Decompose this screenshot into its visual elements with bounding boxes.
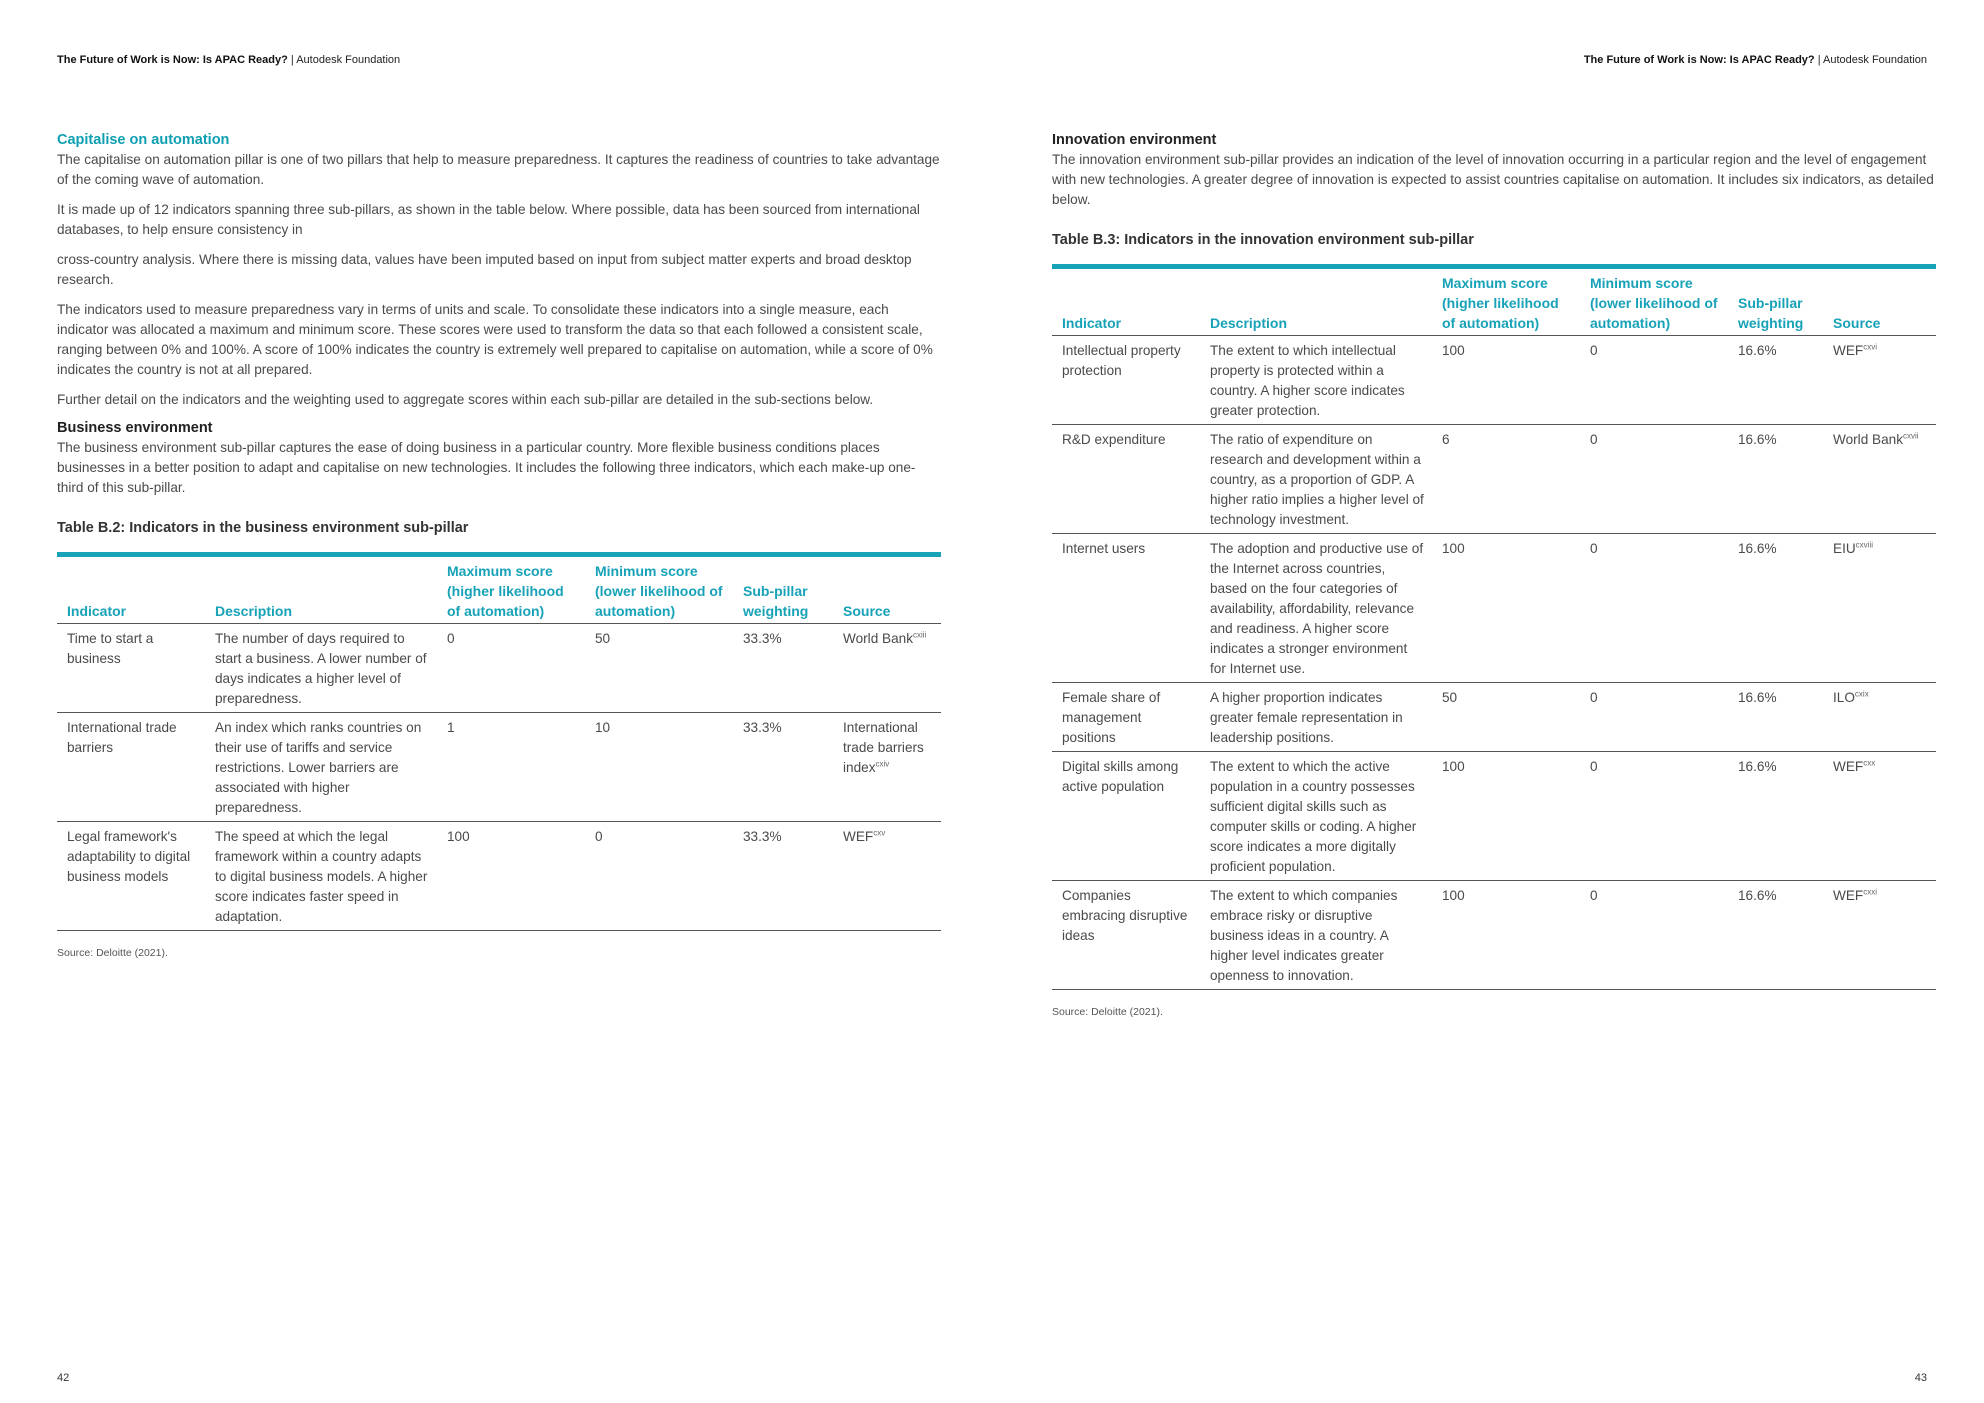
table-row [57,822,941,931]
endnote-ref[interactable]: cxviii [1855,540,1874,550]
cell-description: An index which ranks countries on their use of tariffs and service restrictions. Lower barriers are associated with higher preparedness. [205,713,437,822]
col-header-min: Minimum score (lower likelihood of automation) [585,555,733,624]
table-row [1052,534,1936,683]
col-header-description: Description [1200,267,1432,336]
cell-min: 0 [1580,534,1728,683]
cell-source [1823,683,1936,752]
table-title: Table B.3: Indicators in the innovation environment sub-pillar [1052,232,1474,248]
cell-indicator: Digital skills among active population [1052,752,1200,881]
header-org: Autodesk Foundation [1823,54,1927,66]
col-header-indicator: Indicator [1052,267,1200,336]
source-text: World Bank [843,631,914,646]
col-header-source: Source [1823,267,1936,336]
header-separator: | [290,54,294,66]
cell-description: A higher proportion indicates greater female representation in leadership positions. [1200,683,1432,752]
source-note: Source: Deloitte (2021). [57,947,168,959]
cell-weight: 33.3% [733,713,833,822]
left-column [57,128,941,959]
cell-description: The speed at which the legal framework within a country adapts to digital business models. A higher score indicates faster speed in adaptation. [205,822,437,931]
endnote-ref[interactable]: cxvii [1903,431,1919,441]
report-title: The Future of Work is Now: Is APAC Ready? [57,54,288,66]
source-text: World Bank [1833,432,1904,447]
cell-max: 100 [1432,534,1580,683]
cell-max: 100 [437,822,585,931]
col-header-max: Maximum score (higher likelihood of automation) [437,555,585,624]
paragraph: cross-country analysis. Where there is missing data, values have been imputed based on input from subject matter experts and broad desktop research. [57,252,912,287]
page-number: 42 [57,1372,70,1384]
paragraph: It is made up of 12 indicators spanning three sub-pillars, as shown in the table below. Where possible, data has been sourced from international databases, to help ensure consistency in [57,202,920,237]
running-header [1584,54,1927,66]
table-row [1052,425,1936,534]
source-text: WEF [1833,759,1864,774]
cell-description: The extent to which the active population in a country possesses sufficient digital skills such as computer skills or coding. A higher score indicates a more digitally proficient population. [1200,752,1432,881]
cell-source [1823,881,1936,990]
source-text: International trade barriers index [843,720,924,775]
source-text: WEF [1833,888,1864,903]
cell-indicator: Legal framework's adaptability to digital business models [57,822,205,931]
cell-indicator: Intellectual property protection [1052,336,1200,425]
paragraph: The business environment sub-pillar captures the ease of doing business in a particular country. More flexible business conditions places businesses in a better position to adapt and capitalise on new technologies. It includes the following three indicators, which each make-up one-third of this sub-pillar. [57,440,916,495]
cell-source [1823,425,1936,534]
cell-weight: 16.6% [1728,534,1823,683]
table-header-row [1052,267,1936,336]
cell-source [833,822,941,931]
cell-min: 10 [585,713,733,822]
source-text: WEF [1833,343,1864,358]
endnote-ref[interactable]: cxx [1863,758,1876,768]
paragraph: The indicators used to measure preparedness vary in terms of units and scale. To consolidate these indicators into a single measure, each indicator was allocated a maximum and minimum score. These scores were used to transform the data so that each followed a consistent scale, ranging between 0% and 100%. A score of 100% indicates the country is extremely well prepared to capitalise on automation, while a score of 0% indicates the country is not at all prepared. [57,302,933,377]
cell-indicator: Female share of management positions [1052,683,1200,752]
table-row [1052,683,1936,752]
cell-weight: 16.6% [1728,683,1823,752]
source-note: Source: Deloitte (2021). [1052,1006,1163,1018]
endnote-ref[interactable]: cxix [1854,689,1869,699]
paragraph: Further detail on the indicators and the weighting used to aggregate scores within each sub-pillar are detailed in the sub-sections below. [57,392,874,407]
cell-indicator: R&D expenditure [1052,425,1200,534]
cell-min: 50 [585,624,733,713]
table-row [1052,752,1936,881]
col-header-indicator: Indicator [57,555,205,624]
cell-source [1823,336,1936,425]
cell-min: 0 [1580,425,1728,534]
endnote-ref[interactable]: cxvi [1863,342,1877,352]
col-header-weight: Sub-pillar weighting [733,555,833,624]
cell-weight: 16.6% [1728,752,1823,881]
cell-description: The extent to which intellectual property is protected within a country. A higher score indicates greater protection. [1200,336,1432,425]
cell-min: 0 [585,822,733,931]
cell-max: 6 [1432,425,1580,534]
source-text: EIU [1833,541,1856,556]
col-header-min: Minimum score (lower likelihood of automation) [1580,267,1728,336]
sub-heading: Business environment [57,420,213,436]
endnote-ref[interactable]: cxiv [875,759,890,769]
paragraph: The innovation environment sub-pillar provides an indication of the level of innovation occurring in a particular region and the level of engagement with new technologies. A greater degree of innovation is expected to assist countries capitalise on automation. It includes six indicators, as detailed below. [1052,152,1934,207]
cell-indicator: Companies embracing disruptive ideas [1052,881,1200,990]
cell-source [833,713,941,822]
cell-min: 0 [1580,752,1728,881]
report-title: The Future of Work is Now: Is APAC Ready? [1583,54,1815,66]
col-header-max: Maximum score (higher likelihood of automation) [1432,267,1580,336]
cell-weight: 16.6% [1728,881,1823,990]
cell-source [833,624,941,713]
header-separator: | [1817,54,1821,66]
running-header [57,54,400,66]
paragraph: The capitalise on automation pillar is one of two pillars that help to measure preparedness. It captures the readiness of countries to take advantage of the coming wave of automation. [57,152,940,187]
indicators-table-b3 [1052,264,1936,990]
page-number: 43 [1914,1372,1927,1384]
cell-weight: 33.3% [733,822,833,931]
cell-weight: 33.3% [733,624,833,713]
right-page [992,0,1984,1403]
cell-source [1823,534,1936,683]
cell-min: 0 [1580,336,1728,425]
section-heading: Capitalise on automation [57,132,230,148]
cell-max: 100 [1432,752,1580,881]
table-row [1052,881,1936,990]
cell-max: 0 [437,624,585,713]
cell-max: 50 [1432,683,1580,752]
cell-max: 1 [437,713,585,822]
header-org: Autodesk Foundation [296,54,401,66]
source-text: ILO [1833,690,1855,705]
section-heading: Innovation environment [1052,132,1217,148]
cell-description: The adoption and productive use of the Internet across countries, based on the four categories of availability, affordability, relevance and readiness. A higher score indicates a stronger environment for Internet use. [1200,534,1432,683]
cell-description: The number of days required to start a business. A lower number of days indicates a higher level of preparedness. [205,624,437,713]
source-text: WEF [843,829,874,844]
cell-max: 100 [1432,881,1580,990]
table-row [1052,336,1936,425]
col-header-source: Source [833,555,941,624]
endnote-ref[interactable]: cxv [873,828,886,838]
cell-indicator: Time to start a business [57,624,205,713]
right-column [1052,128,1936,1018]
cell-source [1823,752,1936,881]
cell-weight: 16.6% [1728,425,1823,534]
table-title: Table B.2: Indicators in the business environment sub-pillar [57,520,469,536]
cell-description: The extent to which companies embrace risky or disruptive business ideas in a country. A higher level indicates greater openness to innovation. [1200,881,1432,990]
col-header-weight: Sub-pillar weighting [1728,267,1823,336]
table-header-row [57,555,941,624]
table-row [57,713,941,822]
col-header-description: Description [205,555,437,624]
cell-min: 0 [1580,683,1728,752]
cell-min: 0 [1580,881,1728,990]
cell-weight: 16.6% [1728,336,1823,425]
endnote-ref[interactable]: cxxi [1863,887,1877,897]
cell-description: The ratio of expenditure on research and development within a country, as a proportion of GDP. A higher ratio implies a higher level of technology investment. [1200,425,1432,534]
endnote-ref[interactable]: cxiii [913,630,927,640]
cell-indicator: International trade barriers [57,713,205,822]
cell-indicator: Internet users [1052,534,1200,683]
cell-max: 100 [1432,336,1580,425]
table-row [57,624,941,713]
indicators-table-b2 [57,552,941,931]
